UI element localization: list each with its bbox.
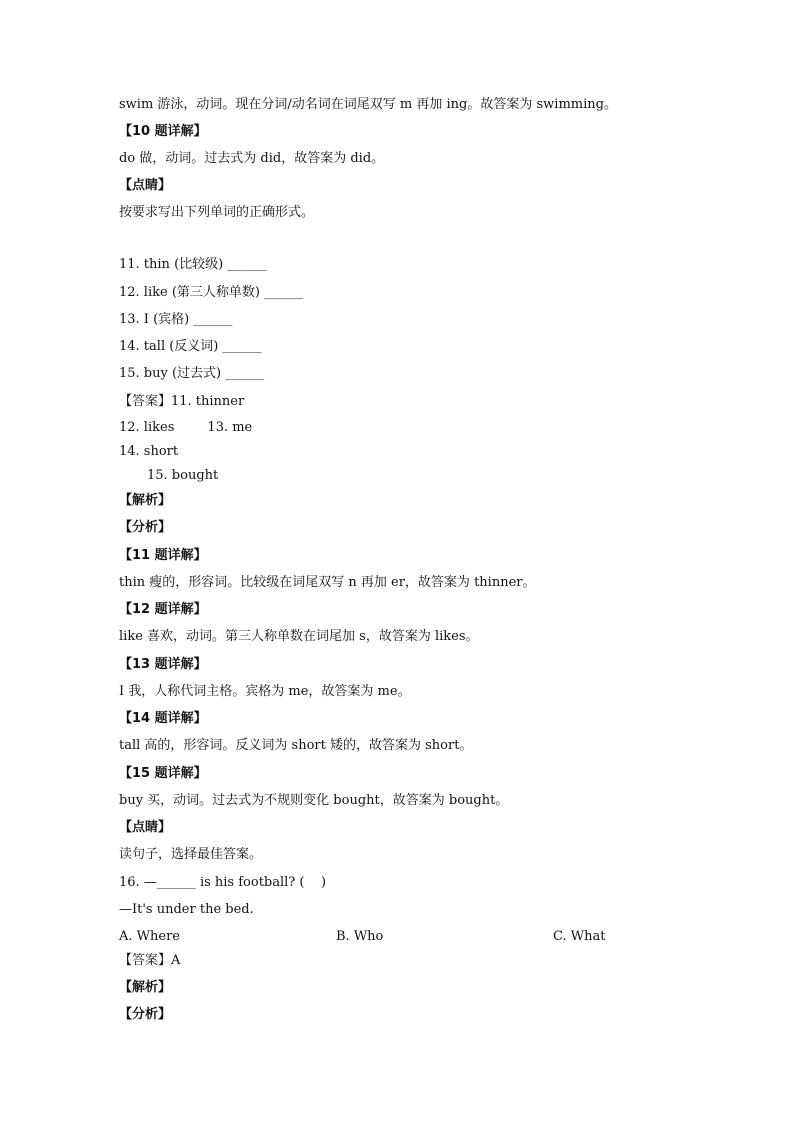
answer-line: 【答案】11. thinner bbox=[119, 394, 245, 409]
answer-line: 【答案】A bbox=[119, 953, 181, 968]
section-heading: 【分析】 bbox=[119, 520, 172, 535]
text-line: like 喜欢，动词。第三人称单数在词尾加 s，故答案为 likes。 bbox=[119, 629, 479, 644]
option-b: B. Who bbox=[336, 929, 384, 944]
section-heading: 【解析】 bbox=[119, 493, 172, 508]
text-line: buy 买，动词。过去式为不规则变化 bought，故答案为 bought。 bbox=[119, 793, 509, 808]
question-line: 16. —______ is his football? ( ) bbox=[119, 875, 327, 890]
option-c: C. What bbox=[553, 929, 606, 944]
option-a: A. Where bbox=[119, 929, 180, 944]
question-line: 11. thin (比较级) ______ bbox=[119, 257, 267, 272]
text-line: I 我，人称代词主格。宾格为 me，故答案为 me。 bbox=[119, 684, 411, 699]
section-heading: 【14 题详解】 bbox=[119, 711, 207, 726]
question-line: 13. I (宾格) ______ bbox=[119, 312, 233, 327]
section-heading: 【分析】 bbox=[119, 1007, 172, 1022]
section-heading: 【11 题详解】 bbox=[119, 548, 207, 563]
text-line: tall 高的，形容词。反义词为 short 矮的，故答案为 short。 bbox=[119, 738, 473, 753]
section-heading: 【点睛】 bbox=[119, 820, 172, 835]
question-line: —It's under the bed. bbox=[119, 902, 254, 917]
section-heading: 【10 题详解】 bbox=[119, 124, 207, 139]
section-heading: 【解析】 bbox=[119, 980, 172, 995]
section-heading: 【12 题详解】 bbox=[119, 602, 207, 617]
question-line: 15. buy (过去式) ______ bbox=[119, 366, 265, 381]
section-heading: 【点睛】 bbox=[119, 178, 172, 193]
text-line: do 做，动词。过去式为 did，故答案为 did。 bbox=[119, 151, 385, 166]
section-heading: 【13 题详解】 bbox=[119, 657, 207, 672]
text-line: 按要求写出下列单词的正确形式。 bbox=[119, 205, 315, 220]
question-line: 12. like (第三人称单数) ______ bbox=[119, 285, 304, 300]
text-line: 读句子，选择最佳答案。 bbox=[119, 847, 263, 862]
answer-line: 14. short bbox=[119, 444, 179, 459]
section-heading: 【15 题详解】 bbox=[119, 766, 207, 781]
answer-line: 15. bought bbox=[147, 468, 219, 483]
text-line: swim 游泳，动词。现在分词/动名词在词尾双写 m 再加 ing。故答案为 swimming。 bbox=[119, 97, 617, 112]
text-line: thin 瘦的，形容词。比较级在词尾双写 n 再加 er，故答案为 thinner。 bbox=[119, 575, 536, 590]
question-line: 14. tall (反义词) ______ bbox=[119, 339, 262, 354]
answer-line: 12. likes 13. me bbox=[119, 420, 253, 435]
